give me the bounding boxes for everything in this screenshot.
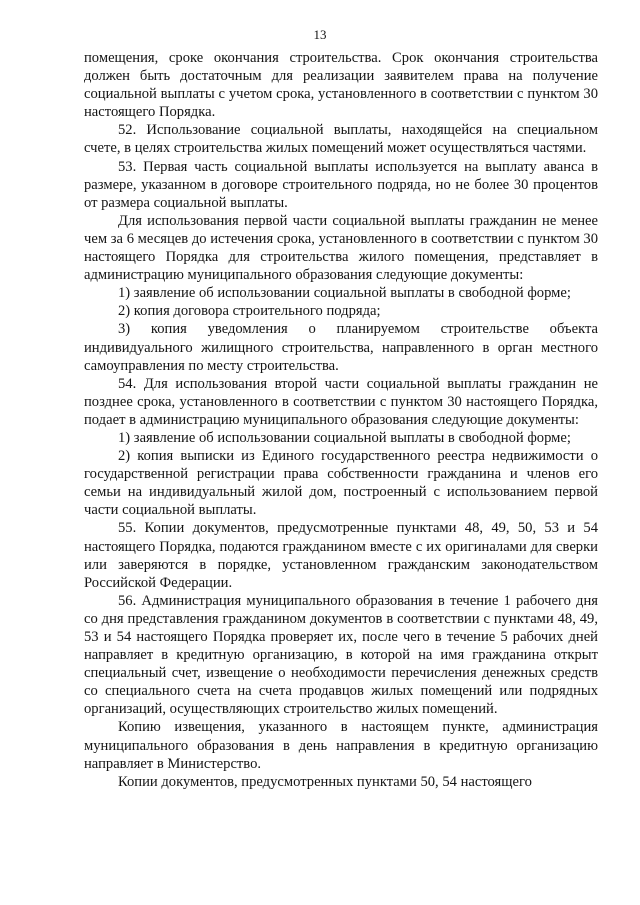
list-item-registry-extract: 2) копия выписки из Единого государственного реестра недвижимости о государственной регистрации права собственности гражданина и членов его семьи на индивидуальный жилой дом, построенный с использованием первой части социальной выплаты.: [84, 448, 598, 519]
paragraph-item-54: 54. Для использования второй части социальной выплаты гражданин не позднее срока, установленного в соответствии с пунктом 30 настоящего Порядка, подает в администрацию муниципального образования следующие документы:: [84, 375, 598, 428]
list-item-application-second: 1) заявление об использовании социальной выплаты в свободной форме;: [118, 429, 571, 446]
list-item-application: 1) заявление об использовании социальной выплаты в свободной форме;: [118, 285, 571, 302]
paragraph-item-55: 55. Копии документов, предусмотренные пунктами 48, 49, 50, 53 и 54 настоящего Порядка, подаются гражданином вместе с их оригиналами для сверки или заверяются в порядке, установленном гражданским законодательством Российской Федерации.: [84, 520, 598, 591]
paragraph-continuation: помещения, сроке окончания строительства. Срок окончания строительства должен быть достаточным для реализации заявителем права на получение социальной выплаты с учетом срока, установленного в соответствии с пунктом 30 настоящего Порядка.: [84, 50, 598, 121]
document-body: [84, 49, 598, 791]
paragraph-item-52: 52. Использование социальной выплаты, находящейся на специальном счете, в целях строительства жилых помещений может осуществляться частями.: [84, 122, 598, 157]
list-item-notification-copy: 3) копия уведомления о планируемом строительстве объекта индивидуального жилищного строительства, направленного в орган местного самоуправления по месту строительства.: [84, 321, 598, 374]
paragraph-first-part-documents: Для использования первой части социальной выплаты гражданин не менее чем за 6 месяцев до истечения срока, установленного в соответствии с пунктом 30 настоящего Порядка для строительства жилого помещения, представляет в администрацию муниципального образования следующие документы:: [84, 212, 598, 284]
paragraph-item-53: 53. Первая часть социальной выплаты используется на выплату аванса в размере, указанном в договоре строительного подряда, но не более 30 процентов от размера социальной выплаты.: [84, 158, 598, 211]
paragraph-notice-copy: Копию извещения, указанного в настоящем пункте, администрация муниципального образования в день направления в кредитную организацию направляет в Министерство.: [84, 719, 598, 772]
paragraph-document-copies: Копии документов, предусмотренных пунктами 50, 54 настоящего: [118, 773, 532, 790]
page-number: 13: [313, 27, 327, 42]
paragraph-item-56: 56. Администрация муниципального образования в течение 1 рабочего дня со дня представления гражданином документов в соответствии с пунктами 48, 49, 53 и 54 настоящего Порядка проверяет их, после чего в течение 5 рабочих дней направляет в кредитную организацию, в которой на имя гражданина открыт специальный счет, извещение о необходимости перечисления денежных средств со специального счета на счета продавцов жилых помещений или подрядных организаций, осуществляющих строительство жилых помещений.: [84, 592, 598, 718]
list-item-contract-copy: 2) копия договора строительного подряда;: [118, 303, 381, 320]
